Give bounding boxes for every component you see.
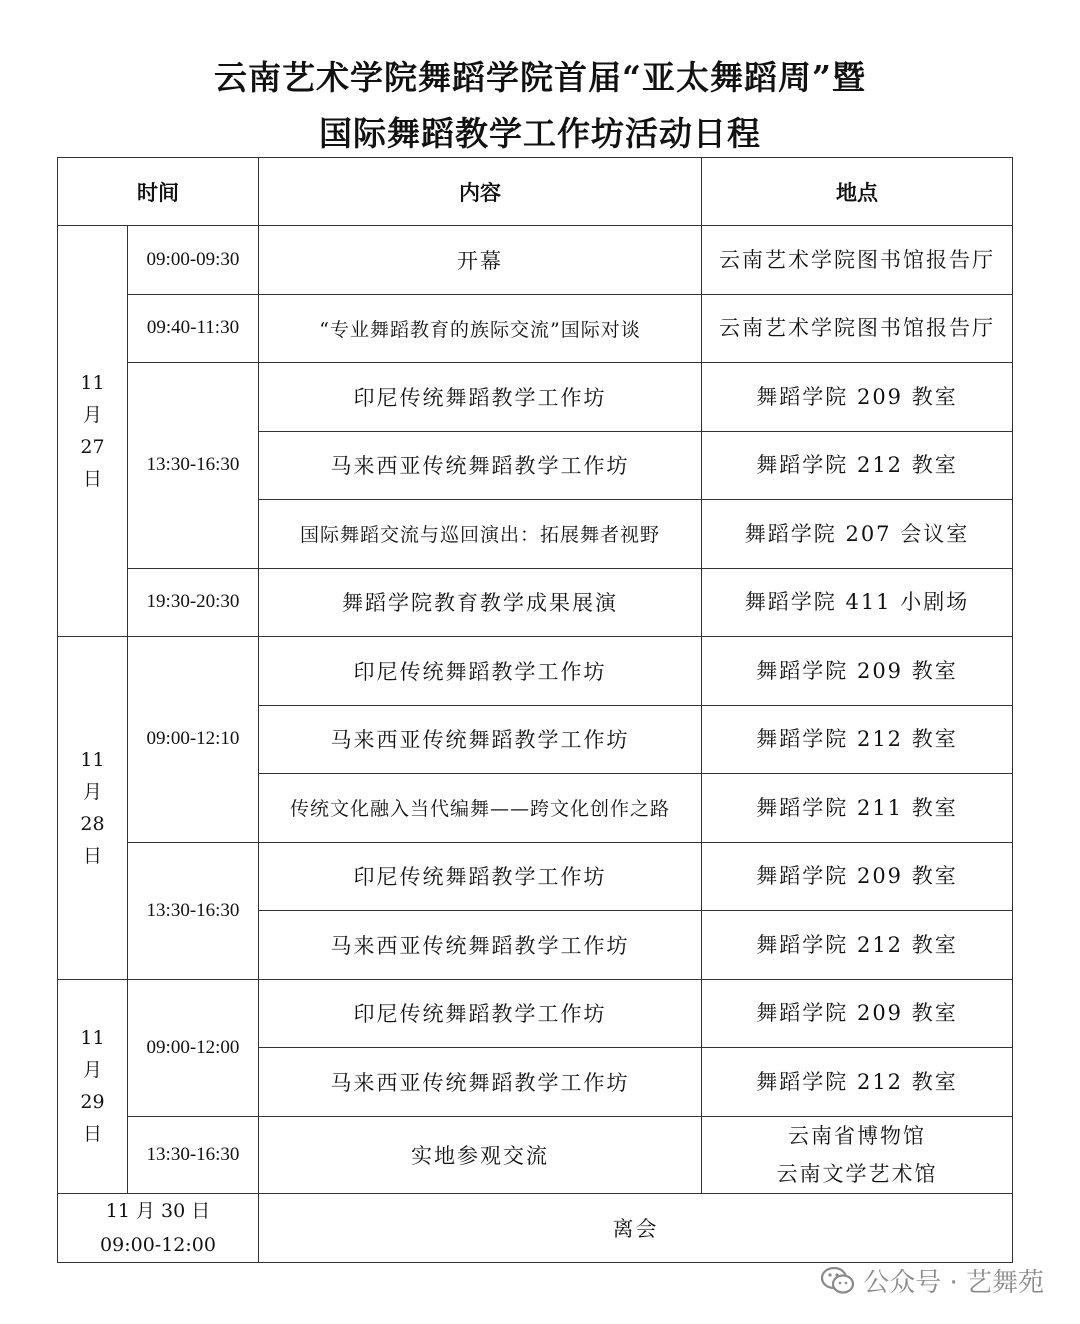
table-row	[58, 1116, 1013, 1193]
location-text: 云南艺术学院图书馆报告厅	[719, 247, 995, 272]
day-date-part: 日	[82, 468, 102, 490]
day-date-cell	[58, 979, 128, 1193]
header-content: 内容	[259, 158, 702, 226]
final-time: 09:00-12:00	[100, 1233, 216, 1256]
location-cell	[702, 1048, 1013, 1117]
header-time: 时间	[58, 158, 259, 226]
final-content-cell: 离会	[259, 1193, 1013, 1262]
activity-content-cell: 开幕	[259, 226, 702, 295]
location-text: 云南艺术学院图书馆报告厅	[719, 316, 995, 341]
day-date-part: 月	[82, 404, 102, 426]
location-text: 舞蹈学院 212 教室	[756, 932, 958, 957]
table-row	[58, 568, 1013, 637]
location-cell	[702, 979, 1013, 1048]
time-slot-cell: 09:40-11:30	[128, 294, 259, 363]
activity-content-cell: 舞蹈学院教育教学成果展演	[259, 568, 702, 637]
location-cell	[702, 294, 1013, 363]
location-cell	[702, 1116, 1013, 1193]
time-slot-cell: 09:00-12:00	[128, 979, 259, 1116]
location-text: 舞蹈学院 209 教室	[756, 1001, 958, 1026]
activity-content-cell: 实地参观交流	[259, 1116, 702, 1193]
activity-content-cell: 传统文化融入当代编舞——跨文化创作之路	[259, 774, 702, 843]
header-row	[58, 158, 1013, 226]
final-date-cell	[58, 1193, 259, 1262]
time-slot-cell: 09:00-09:30	[128, 226, 259, 295]
day-date-part: 日	[82, 844, 102, 867]
table-row	[58, 842, 1013, 911]
day-date-part: 日	[82, 1123, 102, 1145]
time-slot-cell: 13:30-16:30	[128, 842, 259, 979]
header-location: 地点	[702, 158, 1013, 226]
location-cell	[702, 842, 1013, 911]
table-row	[58, 294, 1013, 363]
watermark-text: 公众号 · 艺舞苑	[863, 1268, 1044, 1298]
watermark	[821, 1262, 1044, 1299]
day-date-part: 月	[82, 1059, 102, 1081]
activity-content-cell: 国际舞蹈交流与巡回演出：拓展舞者视野	[259, 500, 702, 569]
location-text: 舞蹈学院 209 教室	[756, 864, 958, 889]
day-date-part: 27	[80, 436, 105, 458]
location-text: 舞蹈学院 207 会议室	[744, 521, 970, 546]
table-row	[58, 637, 1013, 706]
location-text: 舞蹈学院 209 教室	[756, 658, 958, 683]
location-text: 云南省博物馆	[788, 1123, 926, 1148]
time-slot-cell: 13:30-16:30	[128, 363, 259, 569]
activity-content-cell: 印尼传统舞蹈教学工作坊	[259, 842, 702, 911]
location-cell	[702, 568, 1013, 637]
location-cell	[702, 431, 1013, 500]
final-row	[58, 1193, 1013, 1262]
time-slot-cell: 19:30-20:30	[128, 568, 259, 637]
location-text: 云南文学艺术馆	[776, 1161, 938, 1186]
time-slot-cell: 13:30-16:30	[128, 1116, 259, 1193]
table-row	[58, 363, 1013, 432]
activity-content-cell: 马来西亚传统舞蹈教学工作坊	[259, 431, 702, 500]
time-slot-cell: 09:00-12:10	[128, 637, 259, 843]
location-cell	[702, 774, 1013, 843]
day-date-part: 11	[80, 748, 105, 771]
location-text: 舞蹈学院 211 教室	[756, 795, 958, 820]
table-row	[58, 979, 1013, 1048]
page-title-line-1: 云南艺术学院舞蹈学院首届“亚太舞蹈周”暨	[214, 58, 866, 97]
activity-content-cell: 印尼传统舞蹈教学工作坊	[259, 363, 702, 432]
activity-content-cell: 印尼传统舞蹈教学工作坊	[259, 979, 702, 1048]
location-cell	[702, 226, 1013, 295]
day-date-part: 29	[80, 1091, 105, 1113]
location-text: 舞蹈学院 212 教室	[756, 727, 958, 752]
day-date-part: 11	[80, 1027, 105, 1049]
location-text: 舞蹈学院 209 教室	[756, 384, 958, 409]
activity-content-cell: “专业舞蹈教育的族际交流”国际对谈	[259, 294, 702, 363]
schedule-table	[57, 157, 1013, 1263]
day-date-part: 月	[82, 780, 102, 803]
day-date-part: 11	[80, 372, 105, 394]
location-text: 舞蹈学院 212 教室	[756, 1069, 958, 1094]
activity-content-cell: 印尼传统舞蹈教学工作坊	[259, 637, 702, 706]
location-cell	[702, 911, 1013, 980]
table-row	[58, 226, 1013, 295]
location-cell	[702, 705, 1013, 774]
location-cell	[702, 500, 1013, 569]
day-date-cell	[58, 226, 128, 637]
location-text: 舞蹈学院 411 小剧场	[744, 590, 970, 615]
location-cell	[702, 363, 1013, 432]
final-date: 11 月 30 日	[105, 1199, 211, 1222]
wechat-icon	[821, 1267, 855, 1295]
page-title-line-2: 国际舞蹈教学工作坊活动日程	[319, 114, 761, 153]
location-cell	[702, 637, 1013, 706]
day-date-cell	[58, 637, 128, 980]
activity-content-cell: 马来西亚传统舞蹈教学工作坊	[259, 705, 702, 774]
activity-content-cell: 马来西亚传统舞蹈教学工作坊	[259, 911, 702, 980]
day-date-part: 28	[80, 812, 105, 835]
location-text: 舞蹈学院 212 教室	[756, 453, 958, 478]
activity-content-cell: 马来西亚传统舞蹈教学工作坊	[259, 1048, 702, 1117]
